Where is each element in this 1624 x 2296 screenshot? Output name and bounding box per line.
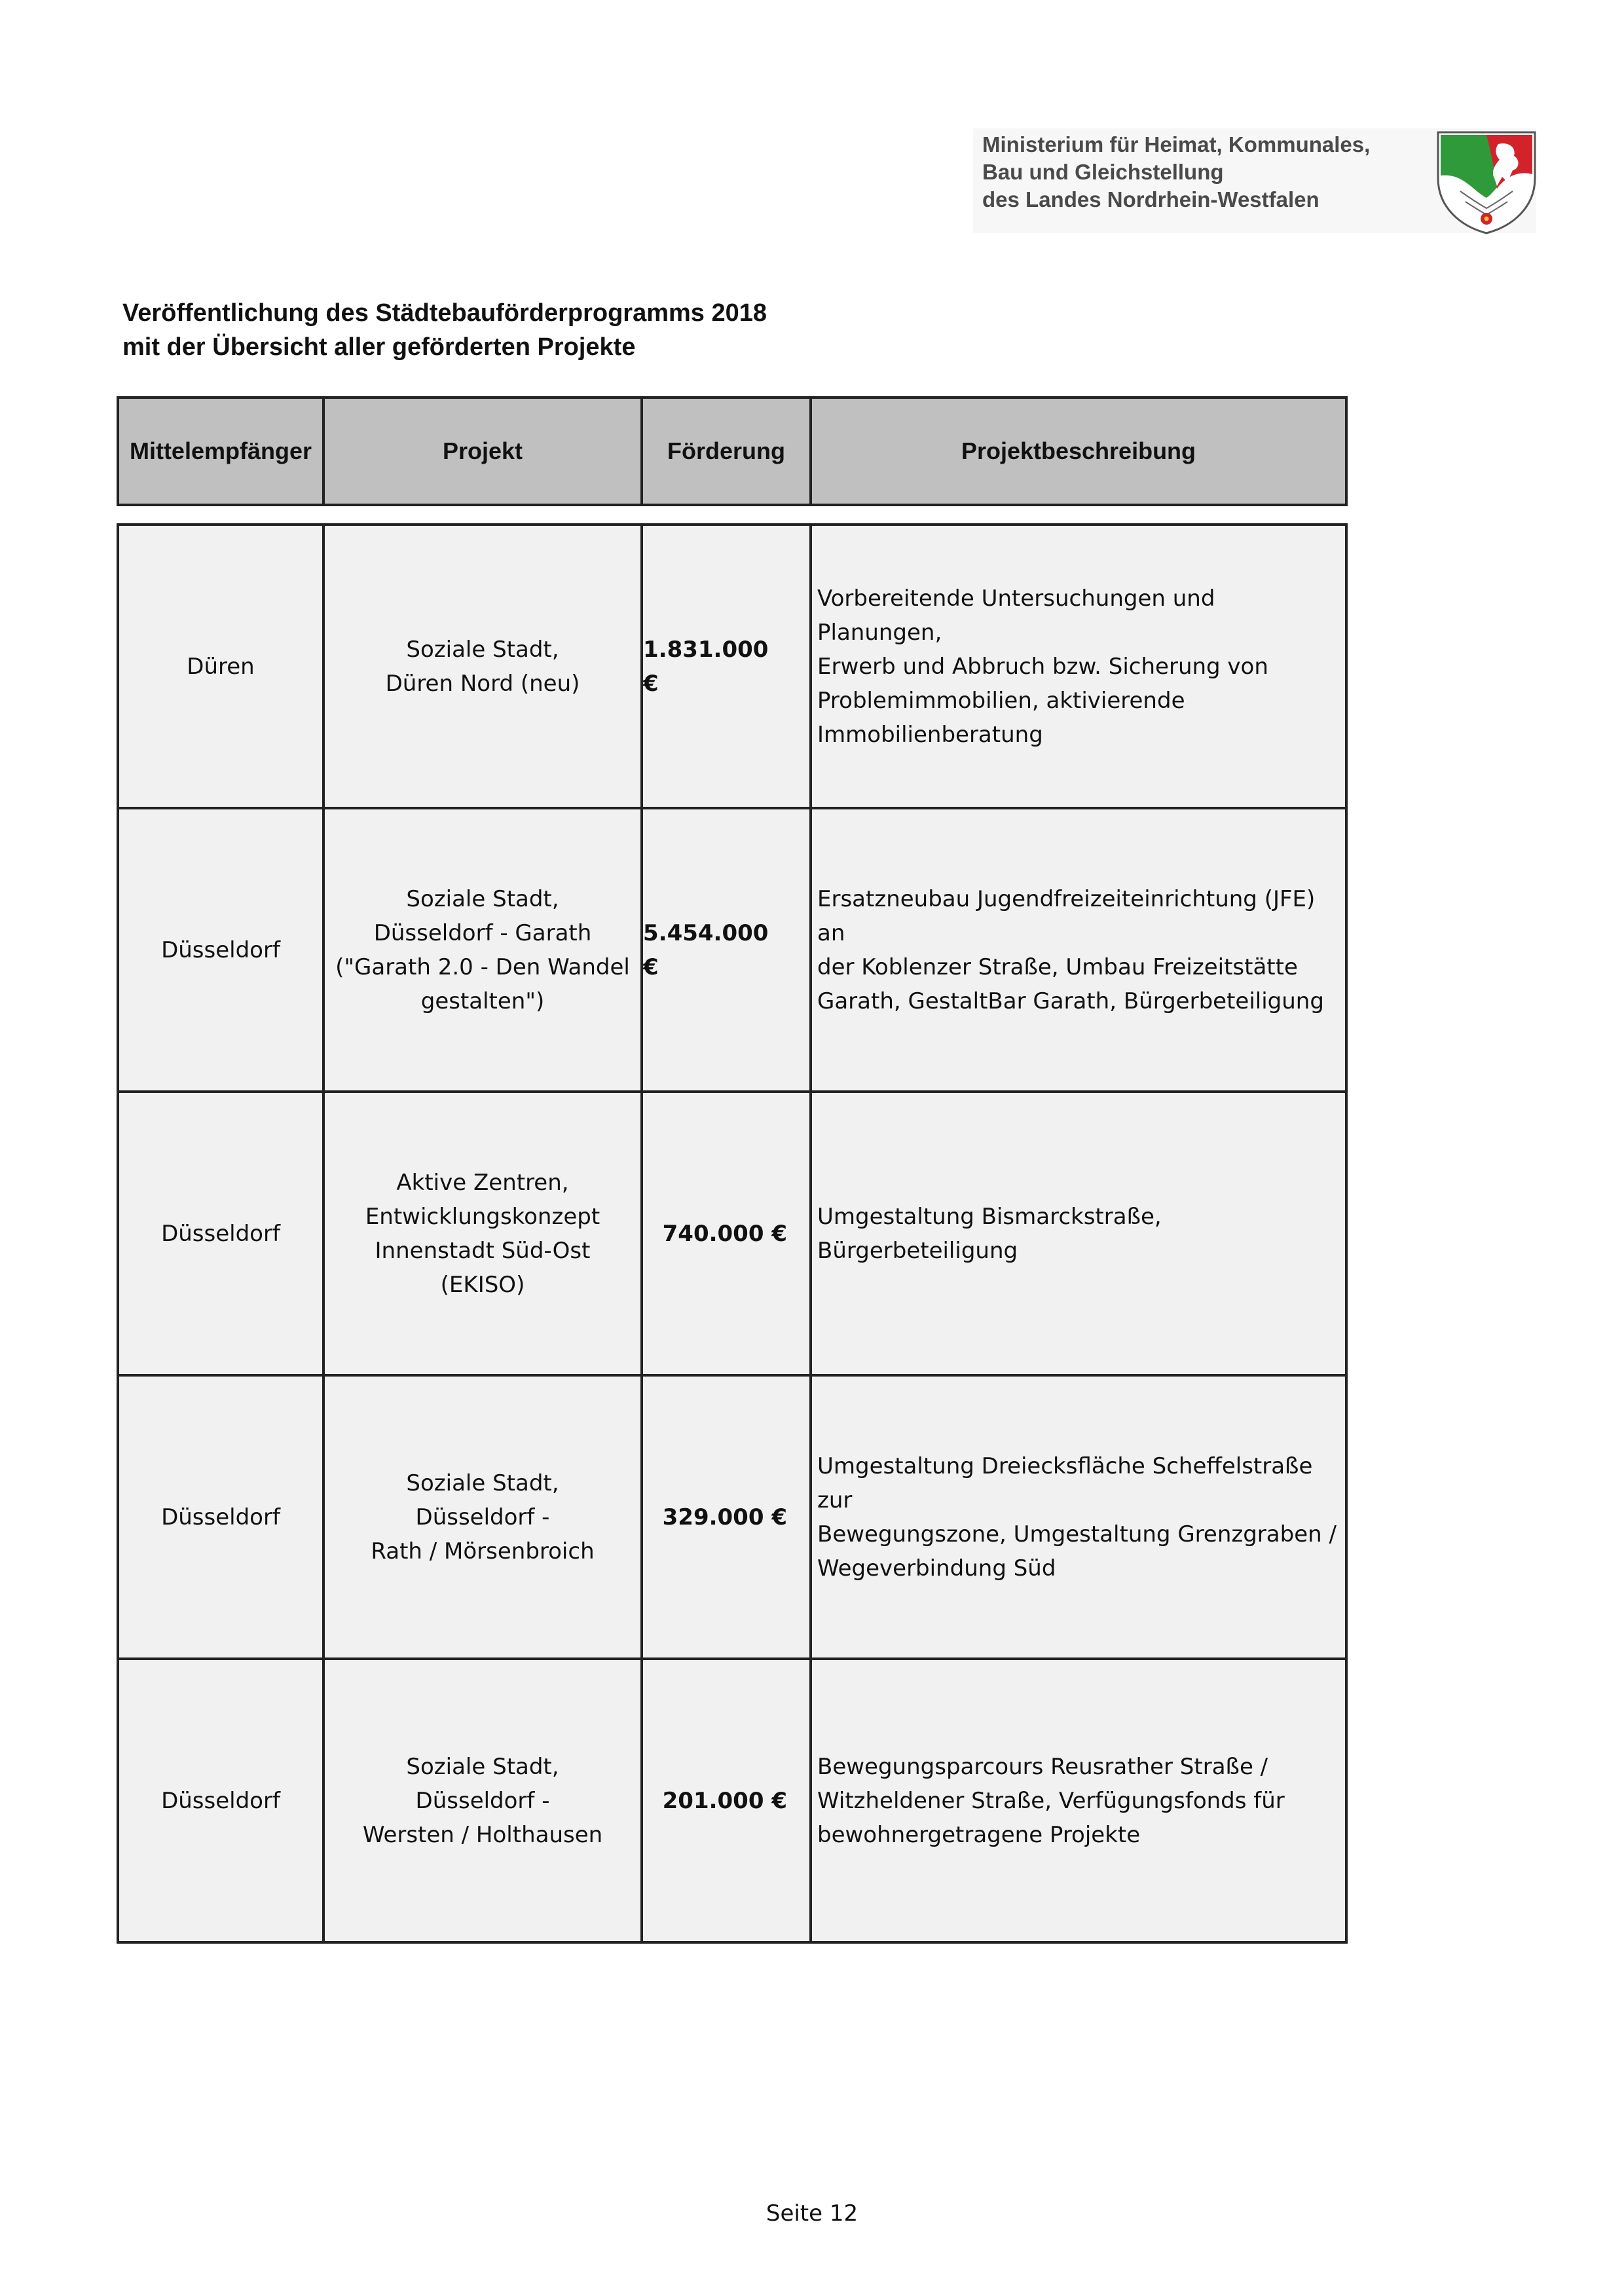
cell-projekt: Soziale Stadt, Düsseldorf - Wersten / Holthausen [325, 1660, 643, 1941]
title-line-1: Veröffentlichung des Städtebauförderprogramms 2018 [122, 299, 767, 327]
cell-beschreibung: Umgestaltung Dreiecksfläche Scheffelstraße zur Bewegungszone, Umgestaltung Grenzgraben / Wegeverbindung Süd [817, 1453, 1337, 1582]
cell-beschreibung: Bewegungsparcours Reusrather Straße / Witzheldener Straße, Verfügungsfonds für bewohnergetragene Projekte [817, 1753, 1285, 1848]
cell-projekt: Soziale Stadt, Düsseldorf - Rath / Mörsenbroich [325, 1377, 643, 1657]
cell-foerderung: 740.000 € [643, 1093, 812, 1374]
table-row [119, 1377, 1345, 1660]
cell-empfaenger: Düsseldorf [119, 1660, 325, 1941]
column-header-empfaenger: Mittelempfänger [119, 399, 325, 504]
ministry-name [982, 131, 1370, 213]
table-header [117, 396, 1348, 506]
cell-empfaenger: Düsseldorf [119, 1093, 325, 1374]
cell-projekt: Soziale Stadt, Düren Nord (neu) [325, 526, 643, 807]
title-line-2: mit der Übersicht aller geförderten Projekte [122, 333, 636, 361]
column-header-projekt: Projekt [325, 399, 643, 504]
cell-empfaenger: Düsseldorf [119, 809, 325, 1090]
cell-foerderung: 329.000 € [643, 1377, 812, 1657]
page-title [122, 296, 767, 364]
cell-projekt: Aktive Zentren, Entwicklungskonzept Innenstadt Süd-Ost (EKISO) [325, 1093, 643, 1374]
cell-projekt: Soziale Stadt, Düsseldorf - Garath ("Garath 2.0 - Den Wandel gestalten") [325, 809, 643, 1090]
cell-foerderung: 201.000 € [643, 1660, 812, 1941]
ministry-line: Ministerium für Heimat, Kommunales, [982, 132, 1371, 157]
table-body [117, 523, 1348, 1944]
ministry-line: Bau und Gleichstellung [982, 160, 1224, 184]
cell-beschreibung: Ersatzneubau Jugendfreizeiteinrichtung (JFE) an der Koblenzer Straße, Umbau Freizeitstätte Garath, GestaltBar Garath, Bürgerbeteiligung [817, 885, 1324, 1014]
column-header-beschreibung: Projektbeschreibung [961, 437, 1196, 464]
column-header-foerderung: Förderung [643, 399, 812, 504]
cell-empfaenger: Düsseldorf [119, 1377, 325, 1657]
ministry-line: des Landes Nordrhein-Westfalen [982, 187, 1320, 212]
cell-beschreibung: Umgestaltung Bismarckstraße, Bürgerbeteiligung [817, 1203, 1162, 1264]
table-row [119, 1660, 1345, 1941]
cell-empfaenger: Düren [119, 526, 325, 807]
cell-beschreibung: Vorbereitende Untersuchungen und Planungen, Erwerb und Abbruch bzw. Sicherung von Problemimmobilien, aktivierende Immobilienberatung [817, 585, 1268, 748]
page-number: Seite 12 [766, 2200, 858, 2227]
table-row [119, 1093, 1345, 1377]
cell-foerderung: 1.831.000 € [643, 526, 812, 807]
table-row [119, 526, 1345, 809]
nrw-coat-of-arms-icon [1434, 130, 1539, 234]
table-row [119, 809, 1345, 1093]
cell-foerderung: 5.454.000 € [643, 809, 812, 1090]
